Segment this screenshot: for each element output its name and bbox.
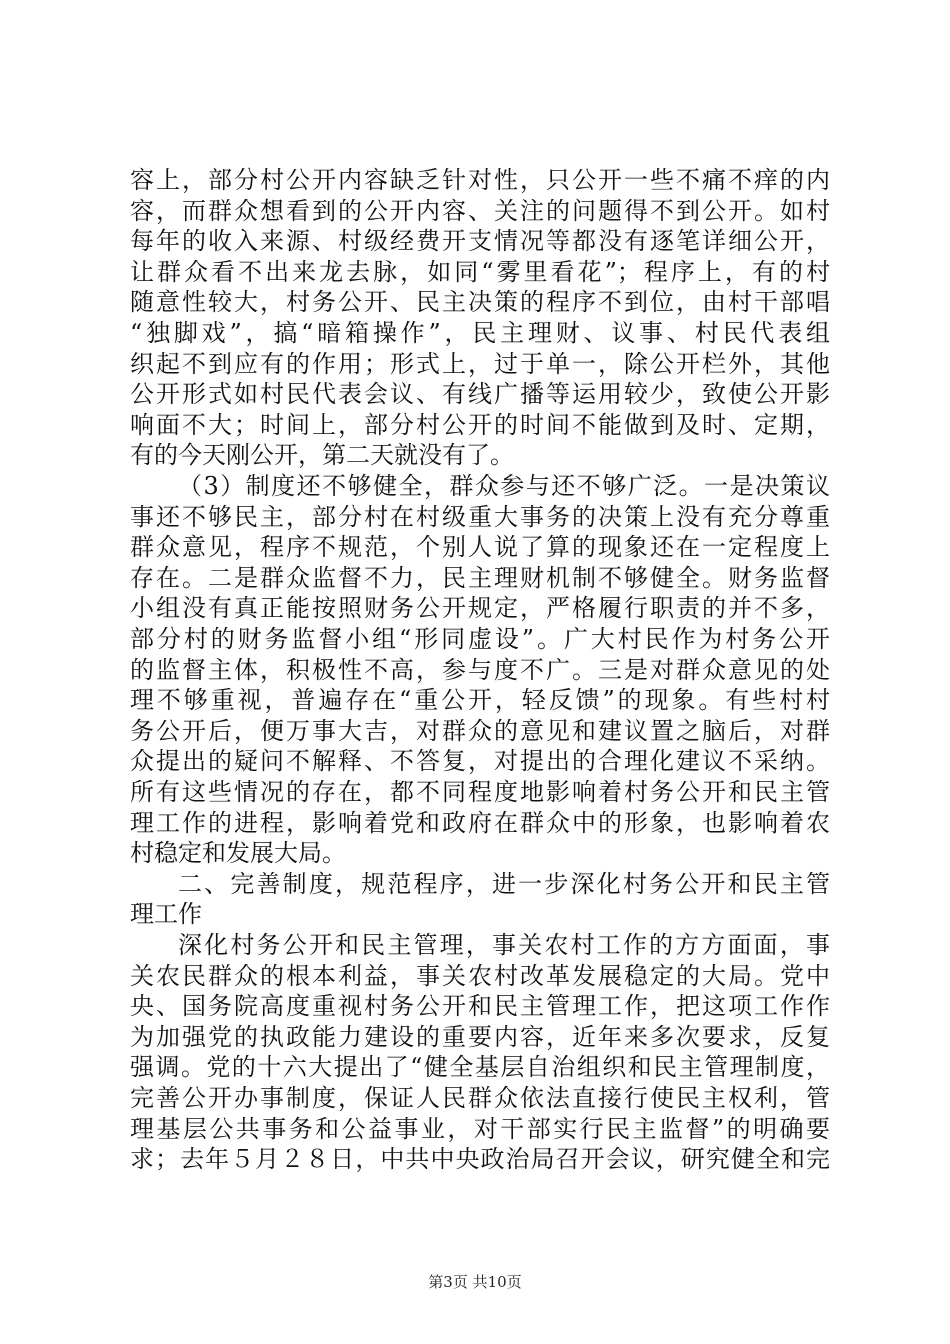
body-text-line: 存在。二是群众监督不力，民主理财机制不够健全。财务监督 [130, 563, 830, 592]
body-text-line: 公开形式如村民代表会议、有线广播等运用较少，致使公开影 [130, 380, 830, 409]
body-text-line: 央、国务院高度重视村务公开和民主管理工作，把这项工作作 [130, 992, 830, 1021]
body-text-line: 为加强党的执政能力建设的重要内容，近年来多次要求，反复 [130, 1022, 830, 1051]
body-text-line: 事还不够民主，部分村在村级重大事务的决策上没有充分尊重 [130, 502, 830, 531]
body-text-line: “独脚戏”，搞“暗箱操作”，民主理财、议事、村民代表组 [130, 319, 830, 347]
body-text-line: 让群众看不出来龙去脉，如同“雾里看花”；程序上，有的村 [130, 257, 830, 286]
body-text-line: 所有这些情况的存在，都不同程度地影响着村务公开和民主管 [130, 778, 830, 806]
paragraph-first-line: 深化村务公开和民主管理，事关农村工作的方方面面，事 [178, 931, 830, 959]
body-text-line: 容，而群众想看到的公开内容、关注的问题得不到公开。如村 [130, 196, 830, 225]
body-text-line: 关农民群众的根本利益，事关农村改革发展稳定的大局。党中 [130, 961, 830, 990]
body-text-line: 小组没有真正能按照财务公开规定，严格履行职责的并不多， [130, 594, 830, 623]
body-text-line: 每年的收入来源、村级经费开支情况等都没有逐笔详细公开， [130, 227, 830, 256]
body-text-line: 理不够重视，普遍存在“重公开，轻反馈”的现象。有些村村 [130, 686, 830, 715]
body-text-line: 理基层公共事务和公益事业，对干部实行民主监督”的明确要 [130, 1114, 830, 1143]
body-text-line: 容上，部分村公开内容缺乏针对性，只公开一些不痛不痒的内 [130, 166, 830, 194]
body-text-line: 随意性较大，村务公开、民主决策的程序不到位，由村干部唱 [130, 288, 830, 317]
body-text-line: 村稳定和发展大局。 [130, 839, 346, 868]
body-text-line: 的监督主体，积极性不高，参与度不广。三是对群众意见的处 [130, 655, 830, 684]
body-text-line: 众提出的疑问不解释、不答复，对提出的合理化建议不采纳。 [130, 747, 830, 776]
body-text-line: 强调。党的十六大提出了“健全基层自治组织和民主管理制度， [130, 1053, 830, 1082]
body-text-line: 织起不到应有的作用；形式上，过于单一，除公开栏外，其他 [130, 349, 830, 378]
paragraph-first-line: 二、完善制度，规范程序，进一步深化村务公开和民主管 [178, 869, 830, 898]
body-text-line: 响面不大；时间上，部分村公开的时间不能做到及时、定期， [130, 410, 830, 439]
paragraph-first-line: （3）制度还不够健全，群众参与还不够广泛。一是决策议 [178, 472, 830, 500]
body-text-line: 理工作的进程，影响着党和政府在群众中的形象，也影响着农 [130, 808, 830, 837]
page-footer: 第3页 共10页 [428, 1273, 522, 1291]
body-text-line: 务公开后，便万事大吉，对群众的意见和建议置之脑后，对群 [130, 716, 830, 745]
body-text-line: 群众意见，程序不规范，个别人说了算的现象还在一定程度上 [130, 533, 830, 562]
body-text-line: 理工作 [130, 900, 202, 929]
body-text-line: 完善公开办事制度，保证人民群众依法直接行使民主权利，管 [130, 1084, 830, 1112]
body-text-line: 求；去年５月２８日，中共中央政治局召开会议，研究健全和完 [130, 1145, 830, 1174]
body-text-line: 有的今天刚公开，第二天就没有了。 [130, 441, 514, 470]
body-text-line: 部分村的财务监督小组“形同虚设”。广大村民作为村务公开 [130, 625, 830, 653]
